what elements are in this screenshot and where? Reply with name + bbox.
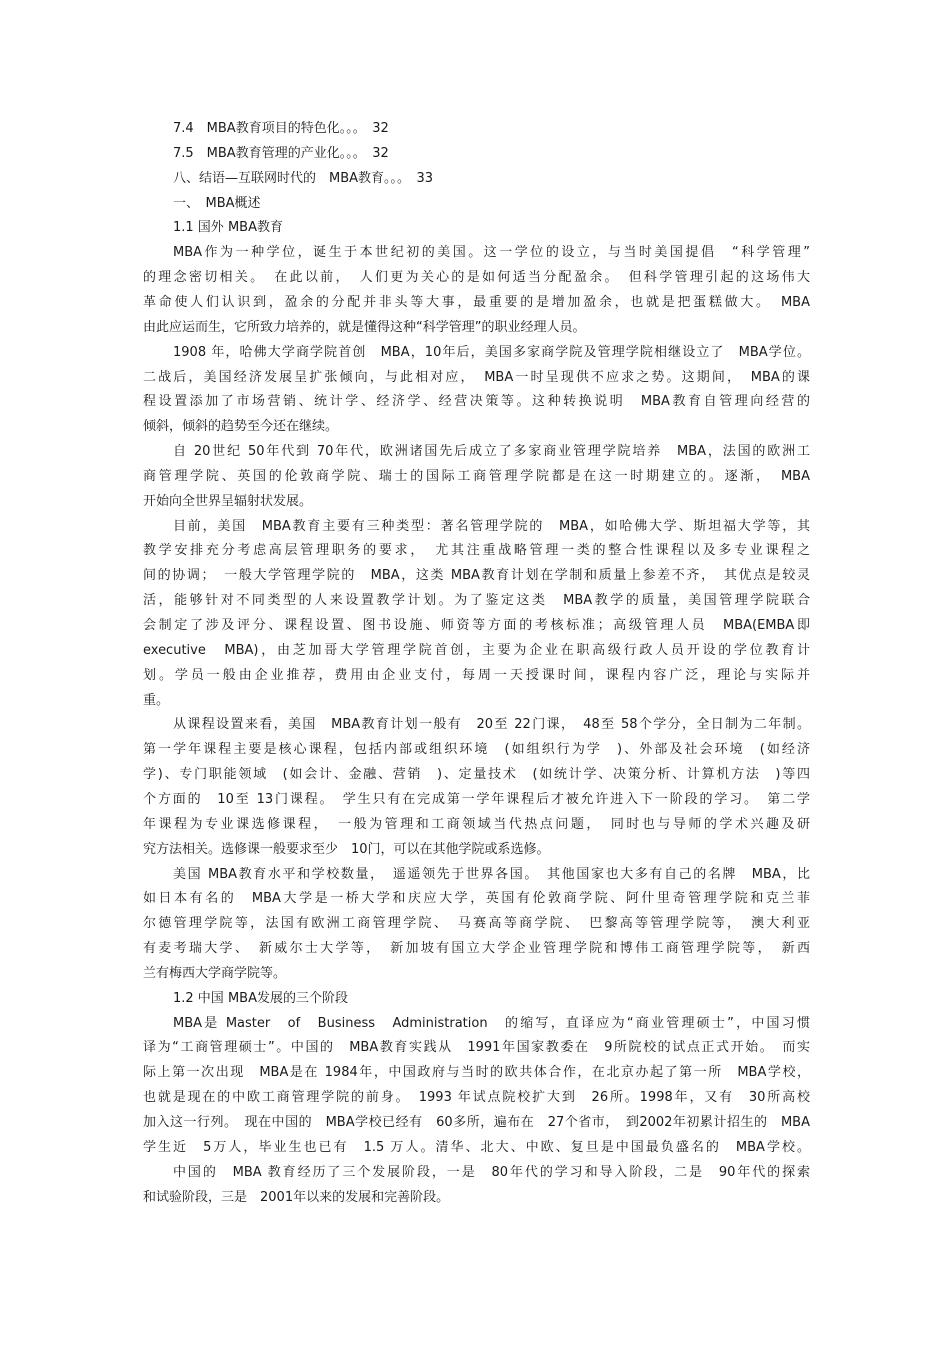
text-line: 加入这一行列。 现在中国的 MBA学校已经有 60多所，遍布在 27个省市， 到2002年初累计招生的 MBA [143,1115,810,1130]
text-line: 活，能够针对不同类型的人来设置教学计划。为了鉴定这类 MBA教学的质量，美国管理学院联合 [143,593,810,608]
text-line: 间的协调； 一般大学管理学院的 MBA，这类 MBA教育计划在学制和质量上参差不齐， 其优点是较灵 [143,568,810,583]
text-line: 第一学年课程主要是核心课程，包括内部或组织环境 (如组织行为学 )、外部及社会环境 (如经济 [143,742,810,757]
text-line: 1.2 中国 MBA发展的三个阶段 [173,991,348,1006]
text-line: 究方法相关。选修课一般要求至少 10门，可以在其他学院或系选修。 [143,842,550,857]
text-line: 7.4 MBA教育项目的特色化。。。 32 [173,121,389,136]
text-line: 个方面的 10至 13门课程。 学生只有在完成第一学年课程后才被允许进入下一阶段的学习。 第二学 [143,792,810,807]
text-line: 商管理学院、英国的伦敦商学院、瑞士的国际工商管理学院都是在这一时期建立的。逐渐， MBA [143,469,810,484]
text-line: 目前，美国 MBA教育主要有三种类型：著名管理学院的 MBA，如哈佛大学、斯坦福大学等，其 [173,519,810,534]
text-line: 一、 MBA概述 [173,196,261,211]
text-line: 程设置添加了市场营销、统计学、经济学、经营决策等。这种转换说明 MBA教育自管理向经营的 [143,394,810,409]
text-line: 重。 [143,693,170,708]
text-line: 中国的 MBA 教育经历了三个发展阶段，一是 80年代的学习和导入阶段，二是 90年代的探索 [173,1165,810,1180]
text-line: 划。学员一般由企业推荐，费用由企业支付，每周一天授课时间，课程内容广泛，理论与实际并 [143,668,810,683]
text-line: 倾斜，倾斜的趋势至今还在继续。 [143,419,339,434]
text-line: 美国 MBA教育水平和学校数量， 遥遥领先于世界各国。 其他国家也大多有自己的名牌 MBA，比 [173,867,810,882]
text-line: 也就是现在的中欧工商管理学院的前身。 1993 年试点院校扩大到 26所。1998年，又有 30所高校 [143,1090,810,1105]
text-line: 二战后，美国经济发展呈扩张倾向，与此相对应， MBA一时呈现供不应求之势。这期间， MBA的课 [143,370,810,385]
text-line: 和试验阶段，三是 2001年以来的发展和完善阶段。 [143,1190,450,1205]
text-line: 八、结语—互联网时代的 MBA教育。。。 33 [173,171,434,186]
text-line: 年课程为专业课选修课程， 一般为管理和工商领域当代热点问题， 同时也与导师的学术兴趣及研 [143,817,810,832]
text-line: 7.5 MBA教育管理的产业化。。。 32 [173,146,389,161]
text-line: 有麦考瑞大学、 新威尔士大学等， 新加坡有国立大学企业管理学院和博伟工商管理学院等， 新西 [143,941,810,956]
text-line: 1.1 国外 MBA教育 [173,220,283,235]
text-line: MBA是 Master of Business Administration 的缩写，直译应为“商业管理硕士”，中国习惯 [173,1016,810,1031]
text-line: 尔德管理学院等，法国有欧洲工商管理学院、 马赛高等商学院、 巴黎高等管理学院等， 澳大利亚 [143,916,810,931]
text-line: 1908 年，哈佛大学商学院首创 MBA，10年后，美国多家商学院及管理学院相继设立了 MBA学位。 [173,345,810,360]
text-line: 际上第一次出现 MBA是在 1984年，中国政府与当时的欧共体合作，在北京办起了第一所 MBA学校， [143,1065,810,1080]
text-line: 学生近 5万人，毕业生也已有 1.5 万人。清华、北大、中欧、复旦是中国最负盛名的 MBA学校。 [143,1140,810,1155]
text-line: 兰有梅西大学商学院等。 [143,966,287,981]
text-line: 由此应运而生，它所致力培养的，就是懂得这种“科学管理”的职业经理人员。 [143,320,586,335]
text-line: executive MBA)，由芝加哥大学管理学院首创，主要为企业在职高级行政人员开设的学位教育计 [143,643,810,658]
text-line: 从课程设置来看，美国 MBA教育计划一般有 20至 22门课， 48至 58个学分，全日制为二年制。 [173,717,810,732]
text-line: 教学安排充分考虑高层管理职务的要求， 尤其注重战略管理一类的整合性课程以及多专业课程之 [143,543,810,558]
text-line: 如日本有名的 MBA大学是一桥大学和庆应大学，英国有伦敦商学院、阿什里奇管理学院和克兰菲 [143,891,810,906]
text-line: 的理念密切相关。 在此以前， 人们更为关心的是如何适当分配盈余。 但科学管理引起的这场伟大 [143,270,810,285]
text-line: 开始向全世界呈辐射状发展。 [143,494,313,509]
text-line: 革命使人们认识到，盈余的分配并非头等大事，最重要的是增加盈余，也就是把蛋糕做大。 MBA [143,295,810,310]
text-line: MBA作为一种学位，诞生于本世纪初的美国。这一学位的设立，与当时美国提倡 “科学管理” [173,245,810,260]
text-line: 会制定了涉及评分、课程设置、图书设施、师资等方面的考核标准；高级管理人员 MBA(EMBA即 [143,618,810,633]
text-line: 学)、专门职能领域 (如会计、金融、营销 )、定量技术 (如统计学、决策分析、计算机方法 )等四 [143,767,810,782]
text-line: 自 20世纪 50年代到 70年代，欧洲诸国先后成立了多家商业管理学院培养 MBA，法国的欧洲工 [173,444,810,459]
text-line: 译为“工商管理硕士”。中国的 MBA教育实践从 1991年国家教委在 9所院校的试点正式开始。 而实 [143,1040,810,1055]
